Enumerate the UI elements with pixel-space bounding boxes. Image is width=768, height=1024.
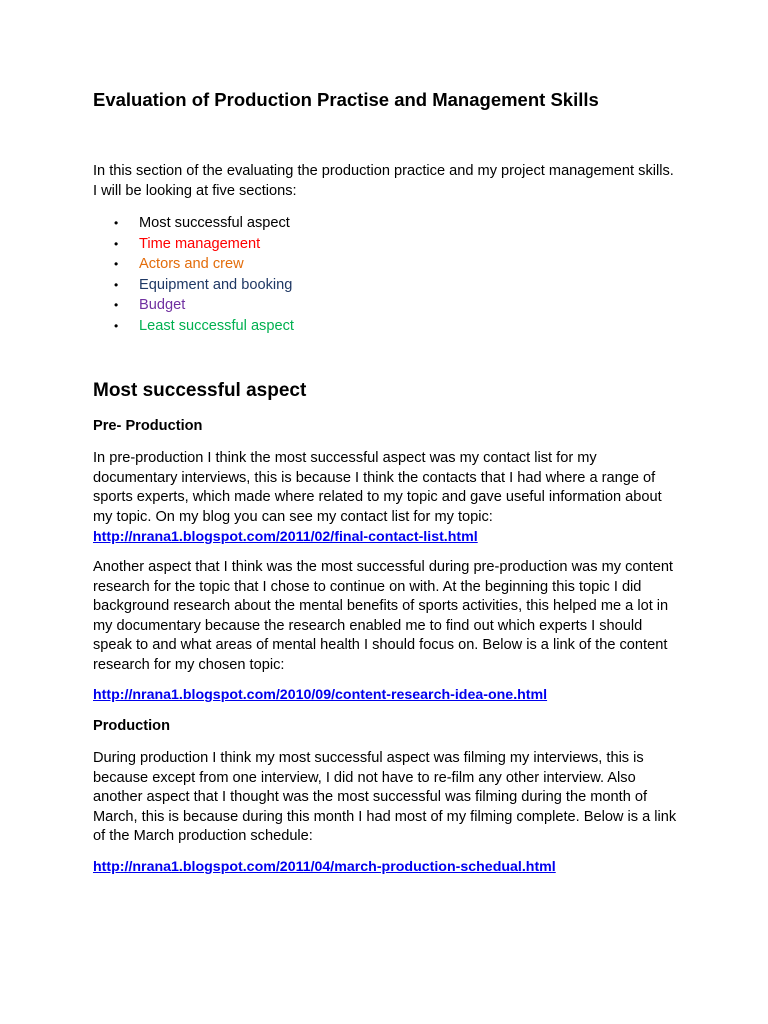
pre-production-paragraph-2: Another aspect that I think was the most successful during pre-production was my content research for the topic that I chose to continue on with. At the beginning this topic I did background research about the mental benefits of sports activities, this helped me a lot in my documentary because the research enabled me to find out which experts I should speak to and what areas of mental health I should focus on. Below is a link of the content research for my chosen topic:: [93, 559, 673, 673]
bullet-dot-icon: •: [114, 298, 119, 312]
bullet-dot-icon: •: [114, 257, 119, 271]
pre-production-heading: Pre- Production: [93, 418, 203, 434]
list-item: [93, 213, 294, 234]
list-item: [93, 295, 294, 316]
content-research-link[interactable]: http://nrana1.blogspot.com/2010/09/content-research-idea-one.html: [93, 687, 548, 703]
content-research-link-line: [93, 685, 547, 706]
bullet-dot-icon: •: [114, 318, 119, 333]
list-item-label: Equipment and booking: [139, 276, 293, 293]
list-item-label: Budget: [139, 297, 186, 313]
list-item: [93, 316, 294, 337]
bullet-dot-icon: •: [114, 216, 119, 230]
pre-production-paragraph-1: In pre-production I think the most successful aspect was my contact list for my documentary interviews, this is because I think the contacts that I had where a range of sports experts, which made where related to my topic and gave useful information about my topic. On my blog you can see my contact list for my topic:: [93, 450, 662, 525]
bullet-dot-icon: •: [114, 236, 119, 251]
intro-paragraph: In this section of the evaluating the production practice and my project management skills. I will be looking at five sections:: [93, 163, 674, 199]
document-title: Evaluation of Production Practise and Management Skills: [93, 89, 599, 110]
contact-list-link-line: [93, 527, 478, 548]
list-item: [93, 275, 294, 296]
section-heading: Most successful aspect: [93, 380, 307, 401]
bullet-dot-icon: •: [114, 277, 119, 292]
sections-list: [93, 213, 294, 336]
list-item-label: Actors and crew: [139, 256, 244, 272]
list-item: [93, 234, 294, 255]
production-paragraph: During production I think my most successful aspect was filming my interviews, this is because except from one interview, I did not have to re-film any other interview. Also another aspect that I thought was the most successful was filming during the month of March, this is because during this month I had most of my filming complete. Below is a link of the March production schedule:: [93, 750, 677, 844]
list-item-label: Time management: [139, 235, 261, 252]
production-schedule-link[interactable]: http://nrana1.blogspot.com/2011/04/march-production-schedual.html: [93, 859, 556, 875]
list-item-label: Most successful aspect: [139, 215, 290, 231]
list-item: [93, 254, 294, 275]
production-schedule-link-line: [93, 857, 556, 878]
production-heading: Production: [93, 718, 171, 734]
contact-list-link[interactable]: http://nrana1.blogspot.com/2011/02/final-contact-list.html: [93, 529, 478, 545]
list-item-label: Least successful aspect: [139, 317, 294, 334]
